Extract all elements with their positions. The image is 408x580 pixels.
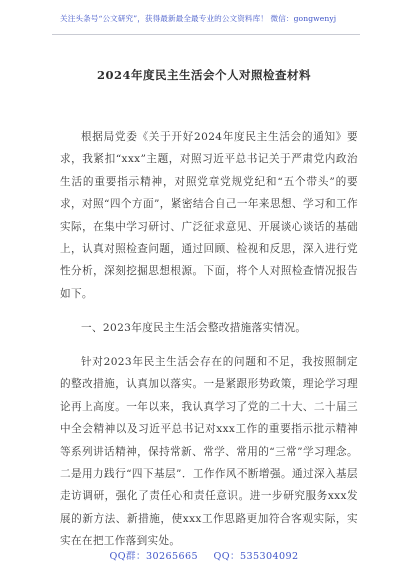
header-promo-banner: 关注头条号“公文研究”，获得最新最全最专业的公文资料库！ 微信：gongwenyj: [60, 14, 337, 23]
footer-qq-number: QQ：535304092: [213, 551, 299, 562]
paragraph-intro: 根据局党委《关于开好2024年度民主生活会的通知》要求，我紧扣“xxx”主题，对照习近平总书记关于严肃党内政治生活的重要指示精神，对照党章党规党纪和“五个带头”的要求，对照“四个方面”，紧密结合自己一年来思想、学习和工作实际，在集中学习研讨、广泛征求意见、开展谈心谈话的基础上，认真对照检查问题，通过回顾、检视和反思，深入进行党性分析，深刻挖掘思想根源。下面，将个人对照检查情况报告如下。: [60, 131, 358, 300]
header-divider: [52, 34, 360, 35]
section-heading-1: 一、2023年度民主生活会整改措施落实情况。: [81, 322, 307, 334]
footer-qq-group: QQ群：30265665: [109, 551, 199, 562]
footer-contact: [0, 548, 408, 562]
paragraph-rectification: 针对2023年民主生活会存在的问题和不足，我按照制定的整改措施，认真加以落实。一是紧跟形势政策，理论学习理论再上高度。一年以来，我认真学习了党的二十大、二十届三中全会精神以及习近平总书记对xxx工作的重要指示批示精神等系列讲话精神，保持常新、常学、常用的“三常”学习理念。二是用力践行“四下基层”．工作作风不断增强。通过深入基层走访调研，强化了责任心和责任意识。进一步研究服务xxx发展的新方法、新措施，使xxx工作思路更加符合客观实际，实实在在把工作落到实处。: [60, 356, 358, 548]
document-title: 2024年度民主生活会个人对照检查材料: [96, 68, 311, 82]
